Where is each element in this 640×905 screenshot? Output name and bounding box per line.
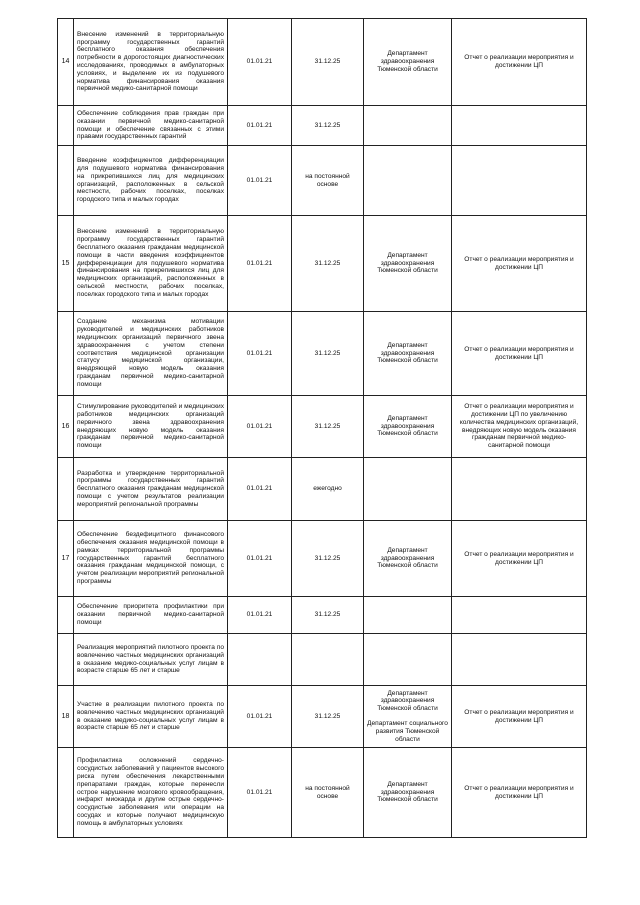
responsible-dept: Департамент здравоохранения Тюменской области: [364, 216, 452, 312]
responsible-dept: Департамент здравоохранения Тюменской области: [364, 396, 452, 458]
responsible-dept: [364, 597, 452, 634]
measure-text: Введение коэффициентов дифференциации для подушевого норматива финансирования на прикрепившихся лиц для медицинских организаций, расположенных в сельской местности, рабочих поселках, поселках городского типа и малых городах: [74, 146, 228, 216]
result-text: Отчет о реализации мероприятия и достижении ЦП по увеличению количества медицинских организаций, внедряющих новую модель оказания гражданам первичной медико-санитарной помощи: [452, 396, 587, 458]
row-number: [58, 634, 74, 686]
start-date: 01.01.21: [228, 686, 292, 748]
table-row: [58, 748, 587, 838]
result-text: [452, 458, 587, 521]
row-number: [58, 312, 74, 396]
measure-text: Обеспечение бездефицитного финансового обеспечения оказания медицинской помощи в рамках территориальной программы государственных гарантий бесплатного оказания гражданам медицинской помощи, с учетом реализации мероприятий региональной программы: [74, 521, 228, 597]
measure-text: Реализация мероприятий пилотного проекта по вовлечению частных медицинских организаций в оказание медико-социальных услуг лицам в возрасте старше 65 лет и старше: [74, 634, 228, 686]
responsible-dept: [364, 106, 452, 146]
measure-text: Обеспечение соблюдения прав граждан при оказании первичной медико-санитарной помощи и обеспечение связанных с этими правами государственных гарантий: [74, 106, 228, 146]
responsible-dept: [364, 686, 452, 748]
end-date: 31.12.25: [292, 686, 364, 748]
table-row: [58, 106, 587, 146]
measure-text: Профилактика осложнений сердечно-сосудистых заболеваний у пациентов высокого риска путем обеспечения лекарственными препаратами граждан, которые перенесли острое нарушение мозгового кровообращения, инфаркт миокарда и другие острые сердечно-сосудистые заболевания или операции на сосудах и которые получают медицинскую помощь в амбулаторных условиях: [74, 748, 228, 838]
table-row: [58, 686, 587, 748]
row-number: [58, 458, 74, 521]
measure-text: Стимулирование руководителей и медицинских работников медицинских организаций первичного звена здравоохранения внедряющих новую модель оказания гражданам первичной медико-санитарной помощи: [74, 396, 228, 458]
start-date: 01.01.21: [228, 216, 292, 312]
row-number: [58, 146, 74, 216]
responsible-dept: Департамент здравоохранения Тюменской области: [364, 748, 452, 838]
start-date: 01.01.21: [228, 521, 292, 597]
table-row: [58, 312, 587, 396]
result-text: Отчет о реализации мероприятия и достижении ЦП: [452, 748, 587, 838]
end-date: 31.12.25: [292, 521, 364, 597]
table-row: [58, 19, 587, 106]
end-date: ежегодно: [292, 458, 364, 521]
result-text: [452, 146, 587, 216]
end-date: 31.12.25: [292, 597, 364, 634]
end-date: на постоянной основе: [292, 146, 364, 216]
row-number: [58, 748, 74, 838]
row-number: 16: [58, 396, 74, 458]
end-date: 31.12.25: [292, 396, 364, 458]
start-date: 01.01.21: [228, 748, 292, 838]
table-row: [58, 396, 587, 458]
end-date: 31.12.25: [292, 312, 364, 396]
start-date: 01.01.21: [228, 312, 292, 396]
start-date: [228, 634, 292, 686]
responsible-dept: [364, 634, 452, 686]
responsible-dept: Департамент здравоохранения Тюменской области: [364, 521, 452, 597]
result-text: Отчет о реализации мероприятия и достижении ЦП: [452, 686, 587, 748]
dept-secondary: Департамент социального развития Тюменской области: [367, 720, 448, 743]
responsible-dept: Департамент здравоохранения Тюменской области: [364, 312, 452, 396]
responsible-dept: [364, 146, 452, 216]
measures-table: [57, 18, 587, 838]
table-row: [58, 521, 587, 597]
result-text: Отчет о реализации мероприятия и достижении ЦП: [452, 19, 587, 106]
result-text: Отчет о реализации мероприятия и достижении ЦП: [452, 521, 587, 597]
table-row: [58, 458, 587, 521]
end-date: [292, 634, 364, 686]
result-text: Отчет о реализации мероприятия и достижении ЦП: [452, 216, 587, 312]
end-date: на постоянной основе: [292, 748, 364, 838]
row-number: [58, 106, 74, 146]
start-date: 01.01.21: [228, 396, 292, 458]
end-date: 31.12.25: [292, 19, 364, 106]
result-text: [452, 597, 587, 634]
row-number: 15: [58, 216, 74, 312]
start-date: 01.01.21: [228, 458, 292, 521]
row-number: [58, 597, 74, 634]
measure-text: Обеспечение приоритета профилактики при оказании первичной медико-санитарной помощи: [74, 597, 228, 634]
result-text: Отчет о реализации мероприятия и достижении ЦП: [452, 312, 587, 396]
start-date: 01.01.21: [228, 19, 292, 106]
start-date: 01.01.21: [228, 597, 292, 634]
measure-text: Создание механизма мотивации руководителей и медицинских работников медицинских организаций первичного звена здравоохранения с учетом степени соответствия медицинской организации статусу медицинской организации, внедряющей новую модель оказания гражданам первичной медико-санитарной помощи: [74, 312, 228, 396]
measure-text: Разработка и утверждение территориальной программы государственных гарантий бесплатного оказания гражданам медицинской помощи с учетом результатов реализации мероприятий региональной программы: [74, 458, 228, 521]
responsible-dept: [364, 458, 452, 521]
table-row: [58, 146, 587, 216]
end-date: 31.12.25: [292, 216, 364, 312]
row-number: 14: [58, 19, 74, 106]
responsible-dept: Департамент здравоохранения Тюменской области: [364, 19, 452, 106]
start-date: 01.01.21: [228, 146, 292, 216]
measure-text: Внесение изменений в территориальную программу государственных гарантий бесплатного оказания гражданам медицинской помощи в части введения коэффициентов дифференциации для подушевого норматива финансирования на прикрепившихся лиц для медицинских организаций, расположенных в сельской местности, рабочих поселках, поселках городского типа и малых городах: [74, 216, 228, 312]
result-text: [452, 634, 587, 686]
table-row: [58, 634, 587, 686]
row-number: 18: [58, 686, 74, 748]
start-date: 01.01.21: [228, 106, 292, 146]
table-row: [58, 597, 587, 634]
table-row: [58, 216, 587, 312]
row-number: 17: [58, 521, 74, 597]
measure-text: Внесение изменений в территориальную программу государственных гарантий бесплатного оказания обеспечения потребности в дорогостоящих диагностических исследованиях, проводимых в амбулаторных условиях, и выделение их из подушевого норматива финансирования оказания первичной медико-санитарной помощи: [74, 19, 228, 106]
dept-primary: Департамент здравоохранения Тюменской области: [377, 689, 438, 713]
result-text: [452, 106, 587, 146]
end-date: 31.12.25: [292, 106, 364, 146]
measure-text: Участие в реализации пилотного проекта по вовлечению частных медицинских организаций в оказание медико-социальных услуг лицам в возрасте старше 65 лет и старше: [74, 686, 228, 748]
